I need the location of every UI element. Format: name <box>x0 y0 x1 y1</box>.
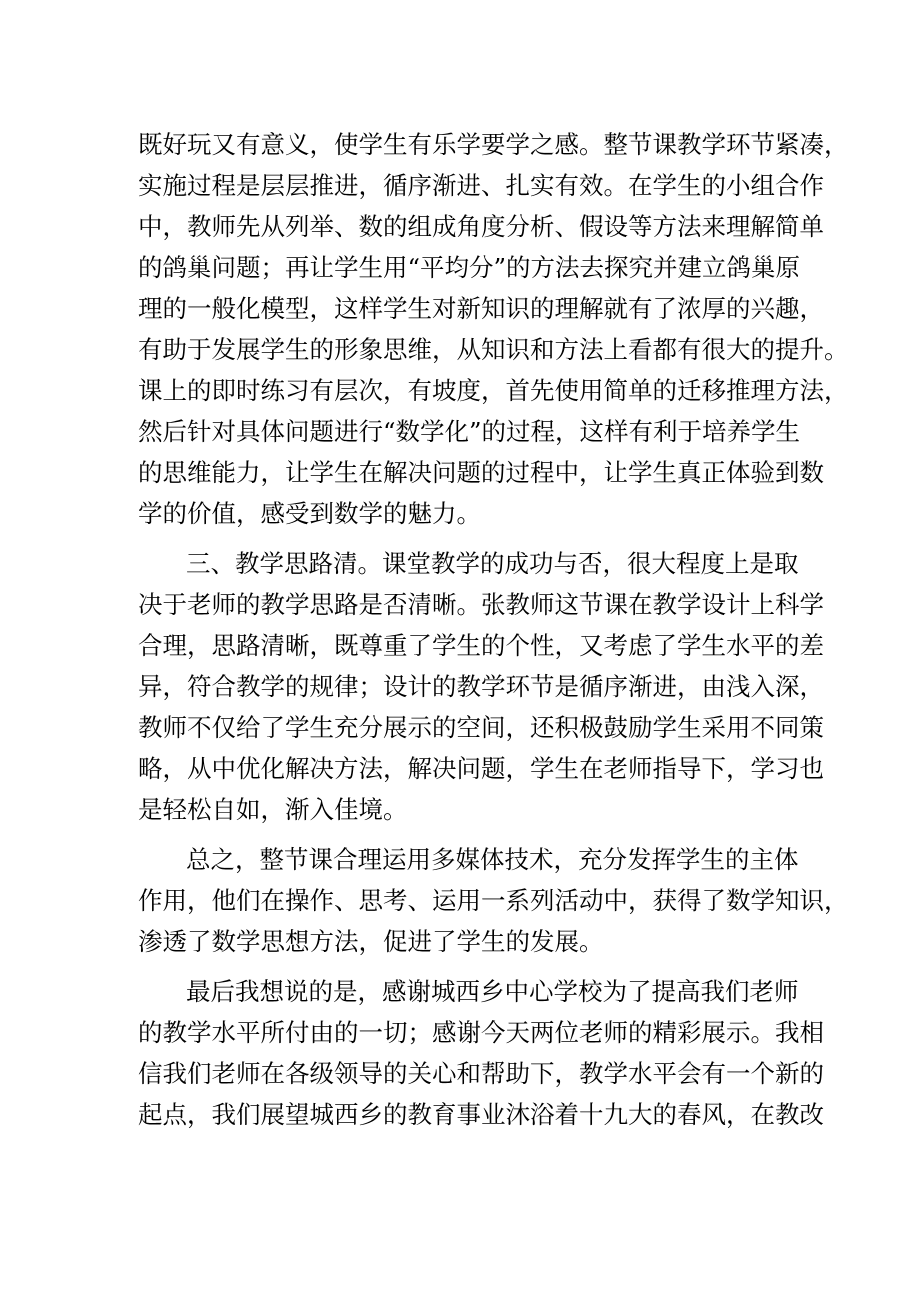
text-line: 有助于发展学生的形象思维，从知识和方法上看都有很大的提升。 <box>138 335 849 364</box>
text-line: 总之，整节课合理运用多媒体技术，充分发挥学生的主体 <box>186 845 799 874</box>
text-line: 信我们老师在各级领导的关心和帮助下，教学水平会有一个新的 <box>138 1059 824 1088</box>
text-line: 是轻松自如，渐入佳境。 <box>138 795 408 824</box>
text-line: 起点，我们展望城西乡的教育事业沐浴着十九大的春风，在教改 <box>138 1100 824 1129</box>
text-line: 合理，思路清晰，既尊重了学生的个性，又考虑了学生水平的差 <box>138 631 824 660</box>
text-line: 最后我想说的是，感谢城西乡中心学校为了提高我们老师 <box>186 977 799 1006</box>
text-line: 实施过程是层层推进，循序渐进、扎实有效。在学生的小组合作 <box>138 171 824 200</box>
text-line: 学的价值，感受到数学的魅力。 <box>138 499 481 528</box>
text-line: 课上的即时练习有层次，有坡度，首先使用简单的迁移推理方法， <box>138 376 849 405</box>
text-line: 的思维能力，让学生在解决问题的过程中，让学生真正体验到数 <box>138 458 824 487</box>
text-line: 中，教师先从列举、数的组成角度分析、假设等方法来理解简单 <box>138 212 824 241</box>
text-line: 渗透了数学思想方法，促进了学生的发展。 <box>138 927 604 956</box>
text-line: 决于老师的教学思路是否清晰。张教师这节课在教学设计上科学 <box>138 590 824 619</box>
text-line: 的教学水平所付由的一切；感谢今天两位老师的精彩展示。我相 <box>138 1018 824 1047</box>
text-line: 教师不仅给了学生充分展示的空间，还积极鼓励学生采用不同策 <box>138 713 824 742</box>
text-line: 然后针对具体问题进行“数学化”的过程，这样有利于培养学生 <box>138 417 801 446</box>
text-line: 异，符合教学的规律；设计的教学环节是循序渐进，由浅入深， <box>138 672 824 701</box>
text-line: 理的一般化模型，这样学生对新知识的理解就有了浓厚的兴趣， <box>138 294 824 323</box>
text-line: 既好玩又有意义，使学生有乐学要学之感。整节课教学环节紧凑， <box>138 130 849 159</box>
text-line: 的鸽巢问题；再让学生用“平均分”的方法去探究并建立鸽巢原 <box>138 253 801 282</box>
text-line: 作用，他们在操作、思考、运用一系列活动中，获得了数学知识， <box>138 886 849 915</box>
text-line: 三、教学思路清。课堂教学的成功与否，很大程度上是取 <box>186 549 799 578</box>
text-line: 略，从中优化解决方法，解决问题，学生在老师指导下，学习也 <box>138 754 824 783</box>
